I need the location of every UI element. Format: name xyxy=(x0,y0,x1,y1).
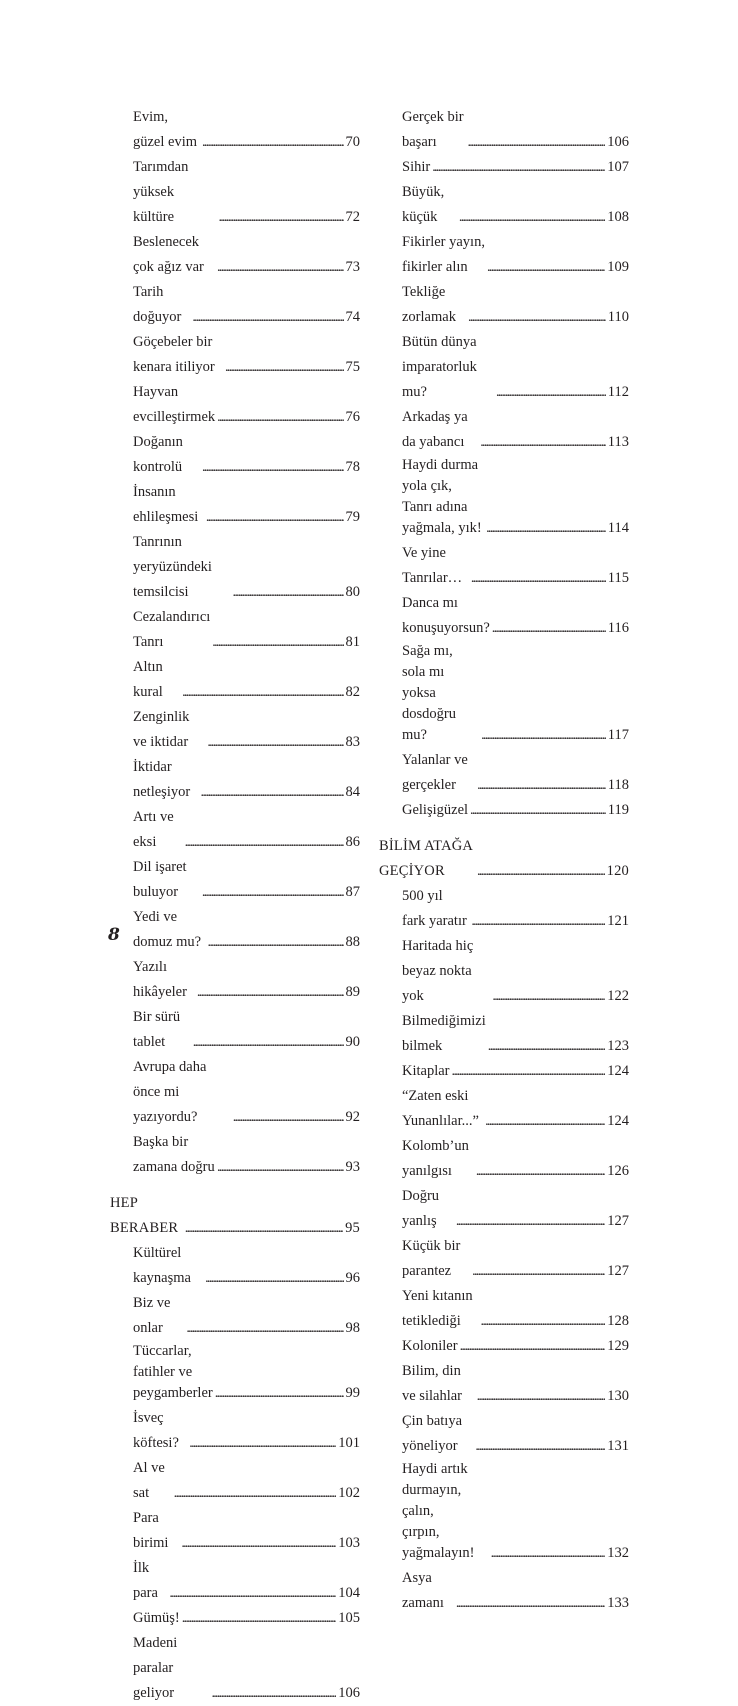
toc-entry-page-number: 112 xyxy=(607,384,629,400)
toc-entry xyxy=(379,748,629,798)
toc-entry xyxy=(110,155,360,230)
toc-entry-page-number: 101 xyxy=(338,1435,360,1451)
dot-leader xyxy=(486,516,606,541)
toc-entry xyxy=(379,330,629,405)
dot-leader xyxy=(185,830,344,855)
toc-entry-title: Yeni kıtanın tetiklediği xyxy=(402,1288,473,1329)
toc-entry-page-number: 116 xyxy=(607,620,629,636)
dot-leader xyxy=(197,980,344,1005)
toc-entry-title: Arkadaş ya da yabancı xyxy=(402,409,468,450)
dot-leader xyxy=(485,1109,605,1134)
toc-entry xyxy=(110,805,360,855)
toc-entry-title: Beslenecek çok ağız var xyxy=(133,234,204,275)
toc-entry-title: Doğru yanlış xyxy=(402,1188,440,1229)
dot-leader xyxy=(477,773,606,798)
dot-leader xyxy=(480,430,606,455)
toc-entry-title: 500 yıl fark yaratır xyxy=(402,888,467,929)
toc-entry-page-number: 73 xyxy=(345,259,360,275)
toc-entry-title: İsveç köftesi? xyxy=(133,1410,179,1451)
dot-leader xyxy=(192,305,343,330)
toc-entry-page-number: 122 xyxy=(607,988,629,1004)
dot-leader xyxy=(471,909,605,934)
toc-entry xyxy=(110,605,360,655)
dot-leader xyxy=(207,730,343,755)
toc-entry-page-number: 72 xyxy=(345,209,360,225)
toc-entry xyxy=(379,1359,629,1409)
toc-entry-page-number: 79 xyxy=(345,509,360,525)
toc-entry-title: Cezalandırıcı Tanrı xyxy=(133,609,211,650)
dot-leader xyxy=(206,505,344,530)
toc-column-left xyxy=(110,105,360,1706)
toc-entry-page-number: 109 xyxy=(607,259,629,275)
toc-entry xyxy=(379,1459,629,1566)
toc-entry xyxy=(110,1606,360,1631)
dot-leader xyxy=(468,305,606,330)
dot-leader xyxy=(182,680,343,705)
toc-entry-title: Altın kural xyxy=(133,659,163,700)
toc-entry-title: Çin batıya yöneliyor xyxy=(402,1413,463,1454)
toc-entry xyxy=(379,1184,629,1234)
toc-entry-page-number: 88 xyxy=(345,934,360,950)
toc-entry-page-number: 104 xyxy=(338,1585,360,1601)
dot-leader xyxy=(488,1034,605,1059)
dot-leader xyxy=(186,1316,343,1341)
toc-entry-page-number: 90 xyxy=(345,1034,360,1050)
toc-section-heading xyxy=(379,834,629,884)
toc-entry-page-number: 127 xyxy=(607,1213,629,1229)
toc-entry xyxy=(379,155,629,180)
toc-entry xyxy=(110,1241,360,1291)
toc-entry-page-number: 118 xyxy=(607,777,629,793)
toc-entry-title: Evim, güzel evim xyxy=(133,109,198,150)
toc-entry-page-number: 133 xyxy=(607,1595,629,1611)
toc-entry-page-number: 87 xyxy=(345,884,360,900)
toc-entry-title: Göçebeler bir kenara itiliyor xyxy=(133,334,215,375)
toc-entry-title: Yedi ve domuz mu? xyxy=(133,909,202,950)
toc-entry xyxy=(379,180,629,230)
toc-entry-page-number: 92 xyxy=(345,1109,360,1125)
toc-entry xyxy=(110,1506,360,1556)
toc-entry xyxy=(379,280,629,330)
toc-entry-page-number: 121 xyxy=(607,913,629,929)
toc-entry-title: İktidar netleşiyor xyxy=(133,759,191,800)
toc-entry xyxy=(379,1409,629,1459)
toc-entry-page-number: 96 xyxy=(345,1270,360,1286)
toc-entry xyxy=(379,1134,629,1184)
toc-entry-page-number: 74 xyxy=(345,309,360,325)
toc-entry-title: Yazılı hikâyeler xyxy=(133,959,187,1000)
toc-section-heading xyxy=(110,1191,360,1241)
toc-entry-title: “Zaten eski Yunanlılar...” xyxy=(402,1088,479,1129)
toc-entry-page-number: 127 xyxy=(607,1263,629,1279)
toc-entry-page-number: 103 xyxy=(338,1535,360,1551)
dot-leader xyxy=(185,1216,343,1241)
toc-entry-page-number: 131 xyxy=(607,1438,629,1454)
toc-entry xyxy=(110,755,360,805)
toc-entry xyxy=(379,1084,629,1134)
toc-entry-title: HEP BERABER xyxy=(110,1195,179,1236)
toc-entry xyxy=(379,591,629,641)
toc-entry xyxy=(110,955,360,1005)
toc-entry-title: Gelişigüzel xyxy=(402,802,469,818)
toc-entry-page-number: 98 xyxy=(345,1320,360,1336)
toc-entry xyxy=(379,105,629,155)
toc-entry-title: Avrupa daha önce mi yazıyordu? xyxy=(133,1059,207,1125)
toc-entry xyxy=(110,1130,360,1180)
dot-leader xyxy=(202,130,344,155)
toc-entry-page-number: 129 xyxy=(607,1338,629,1354)
dot-leader xyxy=(492,984,605,1009)
toc-entry xyxy=(379,1284,629,1334)
toc-entry xyxy=(110,330,360,380)
toc-entry-page-number: 113 xyxy=(607,434,629,450)
toc-entry xyxy=(110,905,360,955)
toc-entry-title: Artı ve eksi xyxy=(133,809,174,850)
toc-entry-page-number: 107 xyxy=(607,159,629,175)
toc-entry-page-number: 80 xyxy=(345,584,360,600)
toc-entry-title: Bilmediğimizi bilmek xyxy=(402,1013,486,1054)
toc-entry-title: Madeni paralar geliyor xyxy=(133,1635,178,1701)
toc-entry-title: Haritada hiç beyaz nokta yok xyxy=(402,938,474,1004)
toc-entry-page-number: 93 xyxy=(345,1159,360,1175)
dot-leader xyxy=(233,580,344,605)
toc-entry-page-number: 123 xyxy=(607,1038,629,1054)
toc-entry-page-number: 108 xyxy=(607,209,629,225)
toc-entry-page-number: 110 xyxy=(607,309,629,325)
toc-entry-title: Koloniler xyxy=(402,1338,458,1354)
toc-entry-title: Tüccarlar, fatihler ve peygamberler xyxy=(133,1343,213,1401)
dot-leader xyxy=(471,566,606,591)
toc-entry-page-number: 114 xyxy=(607,520,629,536)
dot-leader xyxy=(477,859,605,884)
toc-entry-title: Fikirler yayın, fikirler alın xyxy=(402,234,485,275)
toc-entry-title: İlk para xyxy=(133,1560,158,1601)
toc-entry xyxy=(110,380,360,430)
toc-entry xyxy=(379,455,629,541)
toc-entry-page-number: 130 xyxy=(607,1388,629,1404)
toc-entry-title: İnsanın ehlileşmesi xyxy=(133,484,199,525)
toc-entry-title: Zenginlik ve iktidar xyxy=(133,709,190,750)
toc-entry-page-number: 78 xyxy=(345,459,360,475)
toc-entry-page-number: 106 xyxy=(338,1685,360,1701)
toc-entry-title: BİLİM ATAĞA GEÇİYOR xyxy=(379,838,473,879)
toc-entry-title: Tekliğe zorlamak xyxy=(402,284,456,325)
toc-entry-title: Sihir xyxy=(402,159,431,175)
toc-entry-title: Doğanın kontrolü xyxy=(133,434,183,475)
toc-entry-title: Kolomb’un yanılgısı xyxy=(402,1138,469,1179)
toc-entry xyxy=(110,1055,360,1130)
dot-leader xyxy=(467,130,605,155)
toc-entry-title: Bütün dünya imparatorluk mu? xyxy=(402,334,477,400)
dot-leader xyxy=(459,205,605,230)
toc-entry xyxy=(379,798,629,823)
dot-leader xyxy=(218,205,343,230)
toc-entry-page-number: 82 xyxy=(345,684,360,700)
toc-entry-title: Büyük, küçük xyxy=(402,184,445,225)
toc-entry xyxy=(110,1005,360,1055)
toc-entry-page-number: 95 xyxy=(345,1220,360,1236)
toc-entry-title: Sağa mı, sola mı yoksa dosdoğru mu? xyxy=(402,643,456,743)
toc-entry-title: Bir sürü tablet xyxy=(133,1009,181,1050)
dot-leader xyxy=(211,1681,336,1706)
toc-entry-title: Haydi artık durmayın, çalın, çırpın, yağmalayın! xyxy=(402,1461,475,1561)
toc-entry-title: Tarımdan yüksek kültüre xyxy=(133,159,189,225)
toc-entry xyxy=(110,230,360,280)
toc-entry-page-number: 124 xyxy=(607,1113,629,1129)
dot-leader xyxy=(470,798,606,823)
dot-leader xyxy=(472,1259,605,1284)
toc-entry xyxy=(110,280,360,330)
toc-entry-title: Başka bir zamana doğru xyxy=(133,1134,215,1175)
dot-leader xyxy=(202,455,344,480)
toc-entry-page-number: 124 xyxy=(607,1063,629,1079)
toc-entry xyxy=(110,530,360,605)
toc-entry-title: Haydi durma yola çık, Tanrı adına yağmala, yık! xyxy=(402,457,482,536)
toc-entry xyxy=(379,541,629,591)
dot-leader xyxy=(212,630,343,655)
toc-entry-page-number: 84 xyxy=(345,784,360,800)
toc-entry-title: Asya zamanı xyxy=(402,1570,444,1611)
dot-leader xyxy=(182,1606,337,1631)
dot-leader xyxy=(217,405,343,430)
dot-leader xyxy=(456,1591,605,1616)
dot-leader xyxy=(202,880,344,905)
dot-leader xyxy=(181,1531,336,1556)
dot-leader xyxy=(481,1309,606,1334)
toc-entry-title: Tarih doğuyor xyxy=(133,284,182,325)
dot-leader xyxy=(201,780,344,805)
toc-entry-page-number: 132 xyxy=(607,1545,629,1561)
toc-entry-page-number: 115 xyxy=(607,570,629,586)
toc-entry xyxy=(379,641,629,748)
toc-entry-page-number: 76 xyxy=(345,409,360,425)
toc-entry xyxy=(379,1009,629,1059)
toc-entry xyxy=(379,1334,629,1359)
dot-leader xyxy=(205,1266,343,1291)
toc-entry xyxy=(379,1059,629,1084)
dot-leader xyxy=(189,1431,336,1456)
dot-leader xyxy=(225,355,344,380)
dot-leader xyxy=(215,1381,344,1406)
toc-entry-title: Ve yine Tanrılar… xyxy=(402,545,463,586)
toc-entry xyxy=(110,105,360,155)
toc-entry xyxy=(379,1566,629,1616)
toc-entry-page-number: 83 xyxy=(345,734,360,750)
toc-entry-title: Dil işaret buluyor xyxy=(133,859,187,900)
dot-leader xyxy=(233,1105,344,1130)
dot-leader xyxy=(193,1030,344,1055)
dot-leader xyxy=(208,930,344,955)
toc-entry xyxy=(110,855,360,905)
dot-leader xyxy=(217,255,344,280)
toc-entry-page-number: 99 xyxy=(345,1385,360,1401)
page-number: 8 xyxy=(108,925,120,945)
toc-entry-title: Al ve sat xyxy=(133,1460,165,1501)
toc-entry-title: Küçük bir parantez xyxy=(402,1238,461,1279)
toc-entry xyxy=(379,884,629,934)
toc-entry xyxy=(110,1291,360,1341)
toc-entry-page-number: 102 xyxy=(338,1485,360,1501)
dot-leader xyxy=(174,1481,337,1506)
dot-leader xyxy=(476,1159,605,1184)
dot-leader xyxy=(477,1384,606,1409)
toc-entry xyxy=(110,480,360,530)
toc-entry-title: Bilim, din ve silahlar xyxy=(402,1363,462,1404)
toc-entry-page-number: 70 xyxy=(345,134,360,150)
toc-entry-page-number: 128 xyxy=(607,1313,629,1329)
toc-entry xyxy=(379,405,629,455)
toc-entry-title: Danca mı konuşuyorsun? xyxy=(402,595,490,636)
toc-entry-page-number: 119 xyxy=(607,802,629,818)
dot-leader xyxy=(456,1209,605,1234)
toc-entry-page-number: 105 xyxy=(338,1610,360,1626)
toc-entry xyxy=(379,230,629,280)
toc-entry-title: Gümüş! xyxy=(133,1610,180,1626)
dot-leader xyxy=(460,1334,606,1359)
toc-entry xyxy=(110,430,360,480)
toc-entry-title: Kitaplar xyxy=(402,1063,450,1079)
toc-entry-page-number: 89 xyxy=(345,984,360,1000)
toc-entry-title: Biz ve onlar xyxy=(133,1295,171,1336)
toc-entry-title: Kültürel kaynaşma xyxy=(133,1245,191,1286)
toc-entry xyxy=(110,655,360,705)
toc-entry-page-number: 120 xyxy=(606,863,629,879)
dot-leader xyxy=(491,1541,606,1566)
toc-entry xyxy=(110,1341,360,1406)
toc-entry-page-number: 106 xyxy=(607,134,629,150)
toc-entry xyxy=(379,1234,629,1284)
toc-entry xyxy=(110,1556,360,1606)
toc-entry xyxy=(110,705,360,755)
toc-entry xyxy=(110,1456,360,1506)
dot-leader xyxy=(496,380,606,405)
toc-entry-page-number: 126 xyxy=(607,1163,629,1179)
toc-entry-title: Hayvan evcilleştirmek xyxy=(133,384,216,425)
toc-entry-page-number: 81 xyxy=(345,634,360,650)
dot-leader xyxy=(487,255,605,280)
dot-leader xyxy=(432,155,605,180)
toc-entry-page-number: 75 xyxy=(345,359,360,375)
toc-entry xyxy=(110,1631,360,1706)
toc-entry-title: Tanrının yeryüzündeki temsilcisi xyxy=(133,534,212,600)
dot-leader xyxy=(452,1059,606,1084)
toc-entry xyxy=(110,1406,360,1456)
dot-leader xyxy=(217,1155,344,1180)
toc-entry-page-number: 86 xyxy=(345,834,360,850)
dot-leader xyxy=(169,1581,336,1606)
dot-leader xyxy=(481,723,606,748)
toc-entry-title: Yalanlar ve gerçekler xyxy=(402,752,468,793)
dot-leader xyxy=(492,616,606,641)
toc-entry-title: Gerçek bir başarı xyxy=(402,109,464,150)
toc-column-right xyxy=(379,105,629,1616)
dot-leader xyxy=(475,1434,605,1459)
toc-entry-page-number: 117 xyxy=(607,727,629,743)
toc-entry xyxy=(379,934,629,1009)
toc-entry-title: Para birimi xyxy=(133,1510,169,1551)
